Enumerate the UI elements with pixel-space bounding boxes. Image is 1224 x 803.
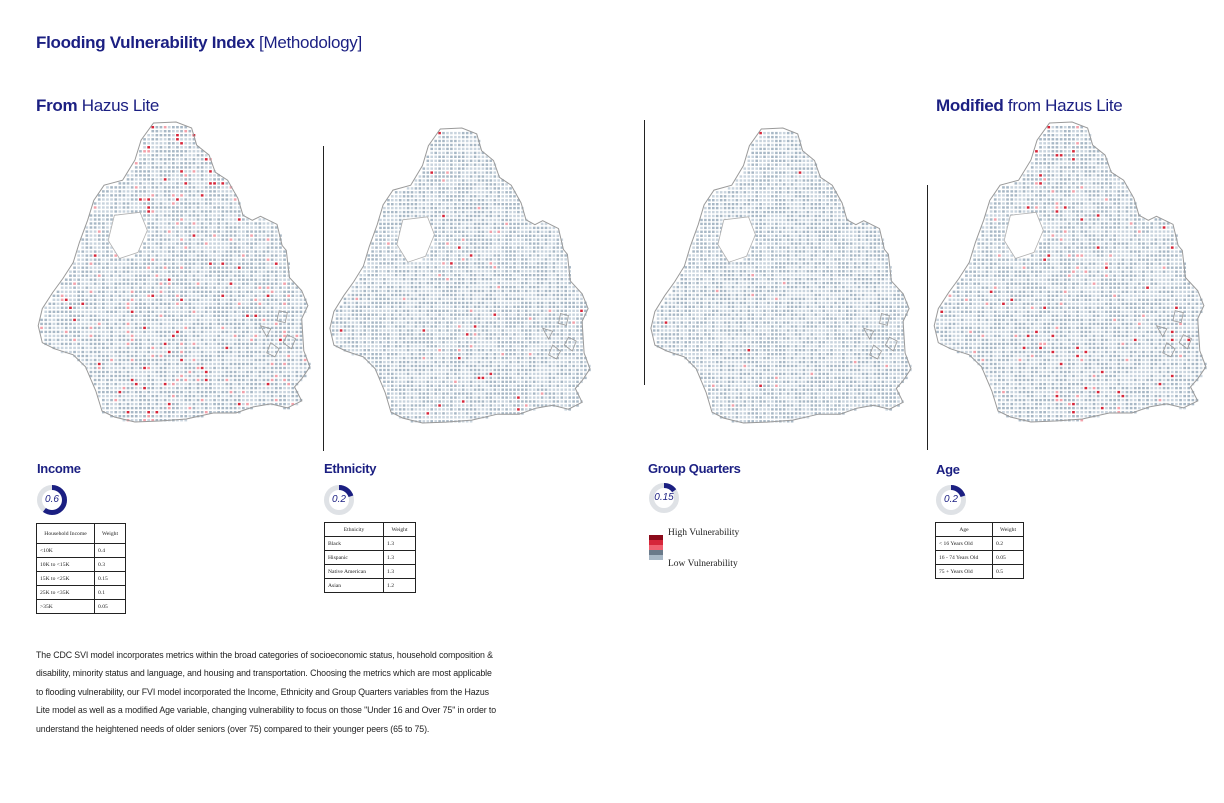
group-quarters-weight-value: 0.15 xyxy=(654,492,674,503)
age-weight-donut xyxy=(935,484,967,516)
table-row xyxy=(37,544,126,558)
ethnicity-weight-value: 0.2 xyxy=(332,494,346,505)
income-weight-donut xyxy=(36,484,68,516)
table-row xyxy=(325,579,416,593)
ethnicity-cell: Hispanic xyxy=(325,551,384,565)
ethnicity-weight-table xyxy=(324,522,416,593)
table-row xyxy=(37,600,126,614)
age-weight-table xyxy=(935,522,1024,579)
age-cell: < 16 Years Old xyxy=(936,537,993,551)
section-right-light: from Hazus Lite xyxy=(1007,96,1123,115)
income-cell: 0.1 xyxy=(95,586,126,600)
income-cell: 10K to <15K xyxy=(37,558,95,572)
vulnerability-legend-swatches xyxy=(649,535,663,560)
income-header-1: Household Income xyxy=(37,524,95,544)
table-row xyxy=(325,551,416,565)
page-title-bold: Flooding Vulnerability Index xyxy=(36,33,255,52)
income-cell: 0.15 xyxy=(95,572,126,586)
age-map xyxy=(928,120,1208,425)
ethnicity-cell: 1.3 xyxy=(384,551,416,565)
section-right-bold: Modified xyxy=(936,96,1004,115)
group-quarters-map xyxy=(645,126,913,426)
section-heading-right xyxy=(936,96,1122,116)
section-heading-left xyxy=(36,96,159,116)
income-header-2: Weight xyxy=(95,524,126,544)
ethnicity-weight-donut xyxy=(323,484,355,516)
age-cell: 16 - 74 Years Old xyxy=(936,551,993,565)
ethnicity-cell: Asian xyxy=(325,579,384,593)
age-cell: 0.05 xyxy=(993,551,1024,565)
ethnicity-title: Ethnicity xyxy=(324,461,377,476)
table-row xyxy=(936,537,1024,551)
legend-high-label: High Vulnerability xyxy=(668,528,740,538)
ethnicity-map xyxy=(324,126,592,426)
table-row xyxy=(37,586,126,600)
table-row xyxy=(936,565,1024,579)
income-cell: 25K to <35K xyxy=(37,586,95,600)
legend-low-label: Low Vulnerability xyxy=(668,559,738,569)
group-quarters-weight-donut xyxy=(648,482,680,514)
section-left-bold: From xyxy=(36,96,78,115)
age-cell: 0.2 xyxy=(993,537,1024,551)
ethnicity-cell: 1.3 xyxy=(384,565,416,579)
methodology-description: The CDC SVI model incorporates metrics within the broad categories of socioeconomic status, household composition & disability, minority status and language, and housing and transportation. Choosing the metrics which are most applicable to flooding vulnerability, our FVI model incorporated the Income, Ethnicity and Group Quarters variables from the Hazus Lite model as well as a modified Age variable, changing vulnerability to focus on those "Under 16 and Over 75" in order to understand the heightened needs of older seniors (over 75) compared to their younger peers (65 to 75). xyxy=(36,650,497,734)
table-row xyxy=(37,572,126,586)
table-row xyxy=(325,537,416,551)
income-cell: <10K xyxy=(37,544,95,558)
table-row xyxy=(936,551,1024,565)
age-header-2: Weight xyxy=(993,523,1024,537)
age-cell: 0.5 xyxy=(993,565,1024,579)
group-quarters-title: Group Quarters xyxy=(648,461,741,476)
ethnicity-cell: Native American xyxy=(325,565,384,579)
page-title-light: [Methodology] xyxy=(259,33,362,52)
income-cell: 0.3 xyxy=(95,558,126,572)
age-title: Age xyxy=(936,462,960,477)
ethnicity-cell: 1.3 xyxy=(384,537,416,551)
ethnicity-header-2: Weight xyxy=(384,523,416,537)
income-cell: 0.05 xyxy=(95,600,126,614)
page-title xyxy=(36,33,362,53)
table-row xyxy=(37,558,126,572)
age-weight-value: 0.2 xyxy=(944,494,958,505)
income-cell: >35K xyxy=(37,600,95,614)
table-row xyxy=(325,565,416,579)
income-map xyxy=(32,120,312,425)
legend-swatch-low xyxy=(649,555,663,560)
section-left-light: Hazus Lite xyxy=(81,96,160,115)
ethnicity-cell: Black xyxy=(325,537,384,551)
ethnicity-header-1: Ethnicity xyxy=(325,523,384,537)
income-weight-value: 0.6 xyxy=(45,494,59,505)
age-header-1: Age xyxy=(936,523,993,537)
income-cell: 0.4 xyxy=(95,544,126,558)
age-cell: 75 + Years Old xyxy=(936,565,993,579)
income-weight-table xyxy=(36,523,126,614)
income-title: Income xyxy=(37,461,81,476)
ethnicity-cell: 1.2 xyxy=(384,579,416,593)
income-cell: 15K to <25K xyxy=(37,572,95,586)
